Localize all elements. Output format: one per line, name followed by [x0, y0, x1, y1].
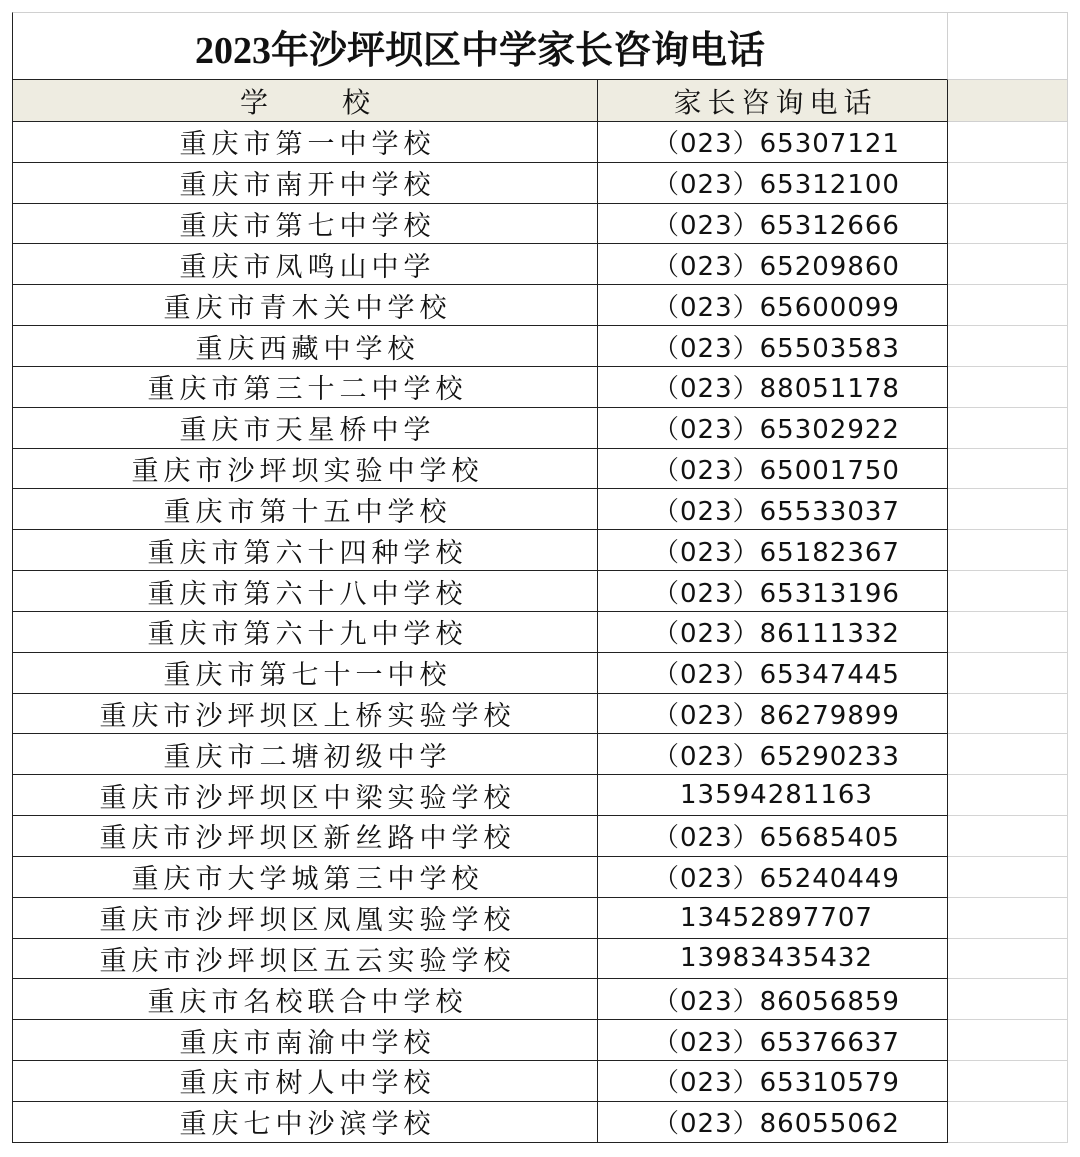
page-title: 2023年沙坪坝区中学家长咨询电话 [12, 12, 948, 80]
empty-cell [948, 449, 1068, 490]
phone-number-cell: （023）65347445 [598, 653, 948, 694]
school-name-cell: 重庆市第三十二中学校 [12, 367, 598, 408]
header-school: 学 校 [12, 80, 598, 122]
school-name-cell: 重庆市第六十八中学校 [12, 571, 598, 612]
empty-cell [948, 285, 1068, 326]
empty-cell [948, 734, 1068, 775]
school-name-cell: 重庆市第七十一中校 [12, 653, 598, 694]
phone-number-cell: 13983435432 [598, 939, 948, 980]
school-name-cell: 重庆市凤鸣山中学 [12, 244, 598, 285]
phone-number-cell: 13452897707 [598, 898, 948, 939]
empty-cell [948, 408, 1068, 449]
empty-cell [948, 898, 1068, 939]
school-name-cell: 重庆市第七中学校 [12, 204, 598, 245]
empty-cell [948, 857, 1068, 898]
school-name-cell: 重庆市沙坪坝区中梁实验学校 [12, 775, 598, 816]
phone-number-cell: （023）86055062 [598, 1102, 948, 1143]
empty-cell [948, 816, 1068, 857]
school-name-cell: 重庆市名校联合中学校 [12, 979, 598, 1020]
empty-cell [948, 489, 1068, 530]
empty-cell [948, 367, 1068, 408]
school-name-cell: 重庆市沙坪坝区凤凰实验学校 [12, 898, 598, 939]
phone-number-cell: 13594281163 [598, 775, 948, 816]
school-name-cell: 重庆市第六十九中学校 [12, 612, 598, 653]
school-name-cell: 重庆市天星桥中学 [12, 408, 598, 449]
empty-cell [948, 939, 1068, 980]
phone-number-cell: （023）65503583 [598, 326, 948, 367]
empty-cell [948, 326, 1068, 367]
phone-number-cell: （023）65240449 [598, 857, 948, 898]
phone-number-cell: （023）88051178 [598, 367, 948, 408]
school-name-cell: 重庆市大学城第三中学校 [12, 857, 598, 898]
phone-number-cell: （023）65312100 [598, 163, 948, 204]
school-name-cell: 重庆市沙坪坝实验中学校 [12, 449, 598, 490]
phone-number-cell: （023）86279899 [598, 694, 948, 735]
school-name-cell: 重庆市沙坪坝区新丝路中学校 [12, 816, 598, 857]
empty-cell [948, 1102, 1068, 1143]
empty-cell [948, 1061, 1068, 1102]
empty-cell [948, 775, 1068, 816]
phone-number-cell: （023）65302922 [598, 408, 948, 449]
phone-number-cell: （023）65001750 [598, 449, 948, 490]
empty-cell [948, 653, 1068, 694]
empty-cell [948, 122, 1068, 163]
phone-number-cell: （023）65310579 [598, 1061, 948, 1102]
school-name-cell: 重庆市二塘初级中学 [12, 734, 598, 775]
empty-cell [948, 1020, 1068, 1061]
empty-cell [948, 204, 1068, 245]
school-name-cell: 重庆市沙坪坝区上桥实验学校 [12, 694, 598, 735]
phone-number-cell: （023）65600099 [598, 285, 948, 326]
school-name-cell: 重庆市南开中学校 [12, 163, 598, 204]
phone-number-cell: （023）65533037 [598, 489, 948, 530]
school-name-cell: 重庆市第六十四种学校 [12, 530, 598, 571]
phone-number-cell: （023）65290233 [598, 734, 948, 775]
phone-number-cell: （023）86056859 [598, 979, 948, 1020]
phone-number-cell: （023）65312666 [598, 204, 948, 245]
school-name-cell: 重庆西藏中学校 [12, 326, 598, 367]
phone-number-cell: （023）65313196 [598, 571, 948, 612]
school-name-cell: 重庆市第十五中学校 [12, 489, 598, 530]
school-name-cell: 重庆市沙坪坝区五云实验学校 [12, 939, 598, 980]
school-name-cell: 重庆市青木关中学校 [12, 285, 598, 326]
phone-number-cell: （023）65376637 [598, 1020, 948, 1061]
school-name-cell: 重庆市南渝中学校 [12, 1020, 598, 1061]
phone-number-cell: （023）65209860 [598, 244, 948, 285]
empty-cell [948, 694, 1068, 735]
school-name-cell: 重庆市第一中学校 [12, 122, 598, 163]
phone-number-cell: （023）65685405 [598, 816, 948, 857]
phone-number-cell: （023）65182367 [598, 530, 948, 571]
empty-cell [948, 571, 1068, 612]
empty-cell [948, 163, 1068, 204]
header-phone: 家长咨询电话 [598, 80, 948, 122]
empty-cell [948, 12, 1068, 80]
empty-cell [948, 244, 1068, 285]
empty-cell [948, 979, 1068, 1020]
empty-cell [948, 530, 1068, 571]
sheet [12, 12, 1068, 1143]
phone-number-cell: （023）86111332 [598, 612, 948, 653]
phone-number-cell: （023）65307121 [598, 122, 948, 163]
empty-cell [948, 612, 1068, 653]
school-name-cell: 重庆七中沙滨学校 [12, 1102, 598, 1143]
school-name-cell: 重庆市树人中学校 [12, 1061, 598, 1102]
empty-cell [948, 80, 1068, 122]
